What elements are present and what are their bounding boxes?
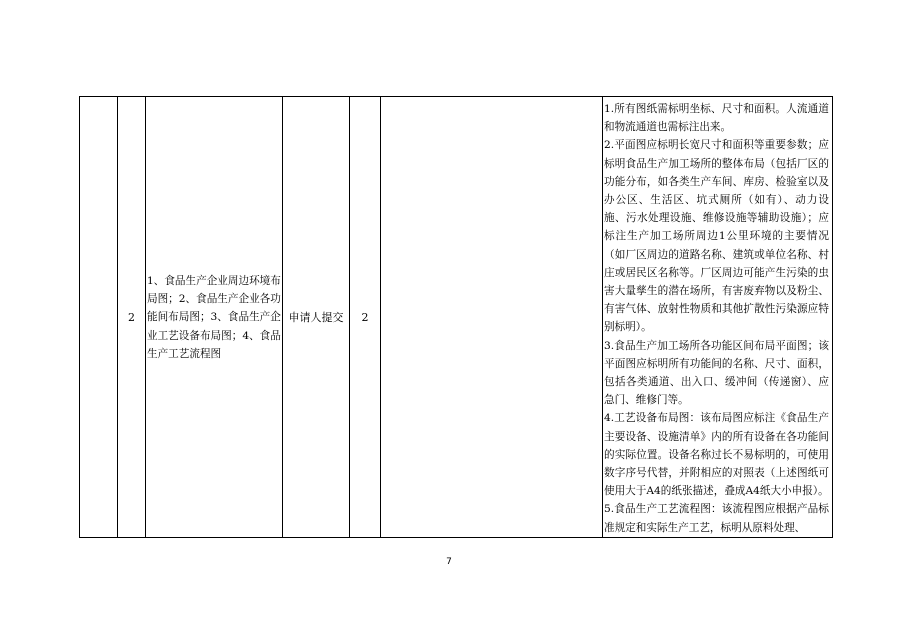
requirement-item: 5.食品生产工艺流程图：该流程图应根据产品标准规定和实际生产工艺，标明从原料处理、 <box>604 503 829 534</box>
blank-cell-text <box>381 97 602 537</box>
requirement-item: 4.工艺设备布局图：该布局图应标注《食品生产主要设备、设施清单》内的所有设备在各功能间的实际位置。设备名称过长不易标明的，可使用数字序号代替，并附相应的对照表（上述图纸可使用大于A4的纸张描述，叠成A4纸大小申报）。 <box>604 412 829 498</box>
copies-count: 2 <box>361 310 369 324</box>
table-cell-blank-6 <box>381 97 603 537</box>
table-cell-requirements <box>603 97 832 537</box>
material-source: 申请人提交 <box>288 311 344 324</box>
blank-cell-text <box>80 97 117 537</box>
material-name: 1、食品生产企业周边环境布局图；2、食品生产企业各功能间布局图；3、食品生产企业工艺设备布局图；4、食品生产工艺流程图 <box>147 275 281 360</box>
requirements-table <box>79 96 833 538</box>
table-cell-material <box>146 97 283 537</box>
requirement-item: 2.平面图应标明长宽尺寸和面积等重要参数；应标明食品生产加工场所的整体布局（包括厂区的功能分布，如各类生产车间、库房、检验室以及办公区、生活区、坑式厕所（如有）、动力设施、污水处理设施、维修设施等辅助设施）；应标注生产加工场所周边1公里环境的主要情况（如厂区周边的道路名称、建筑或单位名称、村庄或居民区名称等。厂区周边可能产生污染的虫害大量孳生的潜在场所，有害废弃物以及粉尘、有害气体、放射性物质和其他扩散性污染源应特别标明）。 <box>604 139 829 334</box>
table-cell-blank-1 <box>80 97 118 537</box>
page-number: 7 <box>446 557 452 567</box>
requirement-item: 1.所有图纸需标明坐标、尺寸和面积。人流通道和物流通道也需标注出来。 <box>604 103 829 134</box>
table-cell-copies <box>350 97 381 537</box>
seq-number: 2 <box>128 310 135 324</box>
table-cell-seq <box>118 97 146 537</box>
requirement-item: 3.食品生产加工场所各功能区间布局平面图；该平面图应标明所有功能间的名称、尺寸、面积，包括各类通道、出入口、缓冲间（传递窗）、应急门、维修门等。 <box>604 339 829 407</box>
table-cell-source <box>283 97 350 537</box>
requirements-text <box>604 100 829 537</box>
